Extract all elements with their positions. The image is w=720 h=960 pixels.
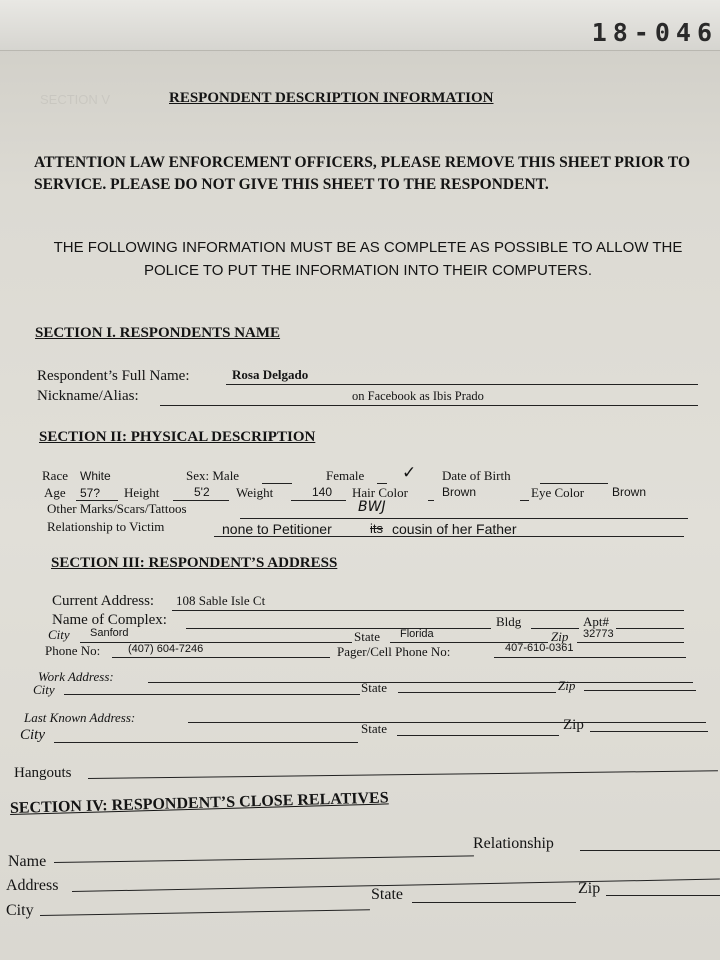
weight-label: Weight [236,485,274,500]
work-address-field[interactable] [148,682,693,683]
last-known-city-label: City [20,727,45,743]
city-label: City [48,627,70,642]
section-2-heading: SECTION II: PHYSICAL DESCRIPTION [39,429,316,445]
full-name-field[interactable] [226,384,698,385]
eye-field-lead [520,500,529,501]
complex-label: Name of Complex: [52,612,167,628]
work-address-label: Work Address: [38,669,114,684]
city-value: Sanford [90,627,129,639]
last-known-state-field[interactable] [397,735,559,736]
section-4-heading: SECTION IV: RESPONDENT’S CLOSE RELATIVES [9,789,389,817]
current-address-value: 108 Sable Isle Ct [176,593,266,608]
relative-address-label: Address [6,877,59,894]
attention-notice: ATTENTION LAW ENFORCEMENT OFFICERS, PLEASE REMOVE THIS SHEET PRIOR TO SERVICE. PLEASE DO NOT GIVE THIS SHEET TO THE RESPONDENT. [34,154,691,193]
alias-field[interactable] [160,405,698,406]
relative-name-label: Name [8,853,47,870]
phone-value: (407) 604-7246 [128,643,204,655]
female-checkmark: ✓ [402,463,417,483]
relative-zip-field[interactable] [606,895,720,896]
case-number: 18-046 [591,18,718,47]
work-state-field[interactable] [398,692,556,693]
weight-field[interactable] [291,500,346,501]
last-known-zip-field[interactable] [590,731,708,732]
work-zip-label: Zip [558,678,576,693]
race-value: White [80,469,111,483]
age-label: Age [44,485,66,500]
last-known-field[interactable] [188,722,706,723]
state-label: State [354,629,380,644]
dob-label: Date of Birth [442,468,511,483]
page-title: RESPONDENT DESCRIPTION INFORMATION [169,90,494,106]
complex-field[interactable] [186,628,491,629]
hair-label: Hair Color [352,485,408,500]
pager-field[interactable] [494,657,686,658]
dob-field[interactable] [540,483,608,484]
relative-city-field[interactable] [40,909,370,916]
relationship-value-b: cousin of her Father [392,521,517,537]
relative-relationship-label: Relationship [473,835,554,852]
bldg-label: Bldg [496,614,522,629]
phone-label: Phone No: [45,643,101,658]
relationship-label: Relationship to Victim [47,519,165,534]
marks-field[interactable] [240,518,688,519]
hair-value: Brown [442,485,477,499]
female-label: Female [326,468,365,483]
weight-value: 140 [312,485,333,499]
relationship-struck-word: its [370,521,383,536]
bleed-through: SECTION V [40,92,111,107]
eye-value: Brown [612,485,647,499]
last-known-label: Last Known Address: [24,710,136,725]
alias-value: on Facebook as Ibis Prado [352,389,484,403]
section-1-heading: SECTION I. RESPONDENTS NAME [35,325,281,341]
marks-value: BWJ [358,499,386,515]
height-label: Height [124,485,160,500]
apt-field[interactable] [616,628,684,629]
work-city-label: City [33,682,55,697]
alias-label: Nickname/Alias: [37,388,139,404]
full-name-label: Respondent’s Full Name: [37,368,190,384]
height-value: 5'2 [194,485,210,499]
relative-relationship-field[interactable] [580,850,720,851]
current-address-label: Current Address: [52,593,155,609]
sex-label: Sex: Male [186,468,240,483]
marks-label: Other Marks/Scars/Tattoos [47,501,187,516]
phone-field[interactable] [112,657,330,658]
last-known-state-label: State [361,721,387,736]
apt-label: Apt# [583,614,609,629]
completeness-notice: THE FOLLOWING INFORMATION MUST BE AS COMPLETE AS POSSIBLE TO ALLOW THE POLICE TO PUT THE INFORMATION INTO THEIR COMPUTERS. [53,239,683,279]
zip-value: 32773 [583,628,614,640]
city-field[interactable] [80,642,352,643]
relationship-value-a: none to Petitioner [222,521,332,537]
relative-state-label: State [371,886,403,903]
work-state-label: State [361,680,387,695]
pager-value: 407-610-0361 [505,642,574,654]
state-value: Florida [400,628,434,640]
age-value: 57? [80,486,101,500]
work-zip-field[interactable] [584,690,696,691]
relative-city-label: City [6,902,34,919]
relative-name-field[interactable] [54,855,474,863]
sex-female-field[interactable] [377,483,387,484]
work-city-field[interactable] [64,694,360,695]
zip-field[interactable] [577,642,684,643]
hangouts-field[interactable] [88,770,718,779]
current-address-field[interactable] [172,610,684,611]
sex-male-field[interactable] [262,483,292,484]
eye-label: Eye Color [531,485,585,500]
last-known-zip-label: Zip [563,717,584,733]
full-name-value: Rosa Delgado [232,367,309,382]
relative-state-field[interactable] [412,902,576,903]
last-known-city-field[interactable] [54,742,358,743]
pager-label: Pager/Cell Phone No: [337,644,451,659]
relative-zip-label: Zip [578,880,601,897]
zip-label: Zip [551,629,569,644]
section-3-heading: SECTION III: RESPONDENT’S ADDRESS [51,555,338,571]
hair-field[interactable] [428,500,434,501]
hangouts-label: Hangouts [14,765,72,781]
race-label: Race [42,468,68,483]
